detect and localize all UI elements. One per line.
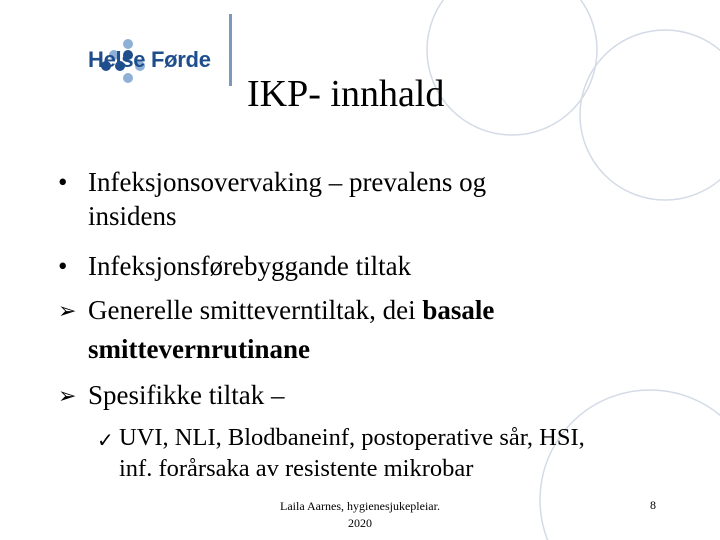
bullet-text-line: insidens: [88, 201, 177, 231]
arrow-item-normal-text: Generelle smitteverntiltak, dei: [88, 295, 423, 325]
decor-circle-bottom: [540, 390, 720, 540]
arrow-item-bold-text: basale: [422, 295, 495, 325]
arrow-bullet-icon: ➢: [58, 384, 77, 409]
page-number: 8: [650, 498, 656, 512]
checkmark-icon: ✓: [97, 428, 114, 452]
logo-text: Helse Førde: [88, 47, 211, 72]
logo-divider: [229, 14, 232, 86]
check-item-text-line: UVI, NLI, Blodbaneinf, postoperative sår, HSI,: [119, 424, 585, 451]
slide-title: IKP- innhald: [247, 73, 445, 115]
arrow-item-text-line: Spesifikke tiltak –: [88, 380, 285, 410]
arrow-item-bold-line: smittevernrutinane: [88, 334, 310, 364]
decor-circle-right: [580, 30, 720, 200]
decor-circle-top: [427, 0, 597, 135]
footer-author: Laila Aarnes, hygienesjukepleiar.: [280, 499, 440, 513]
bullet-marker: •: [58, 251, 68, 281]
bullet-marker: •: [58, 167, 68, 197]
arrow-bullet-icon: ➢: [58, 299, 77, 324]
check-item-text-line: inf. forårsaka av resistente mikrobar: [119, 455, 474, 482]
bullet-text-line: Infeksjonsovervaking – prevalens og: [88, 167, 487, 197]
bullet-text-line: Infeksjonsførebyggande tiltak: [88, 251, 412, 281]
footer: [255, 498, 465, 532]
footer-year: 2020: [348, 516, 372, 530]
arrow-item-text-line: [88, 294, 494, 326]
